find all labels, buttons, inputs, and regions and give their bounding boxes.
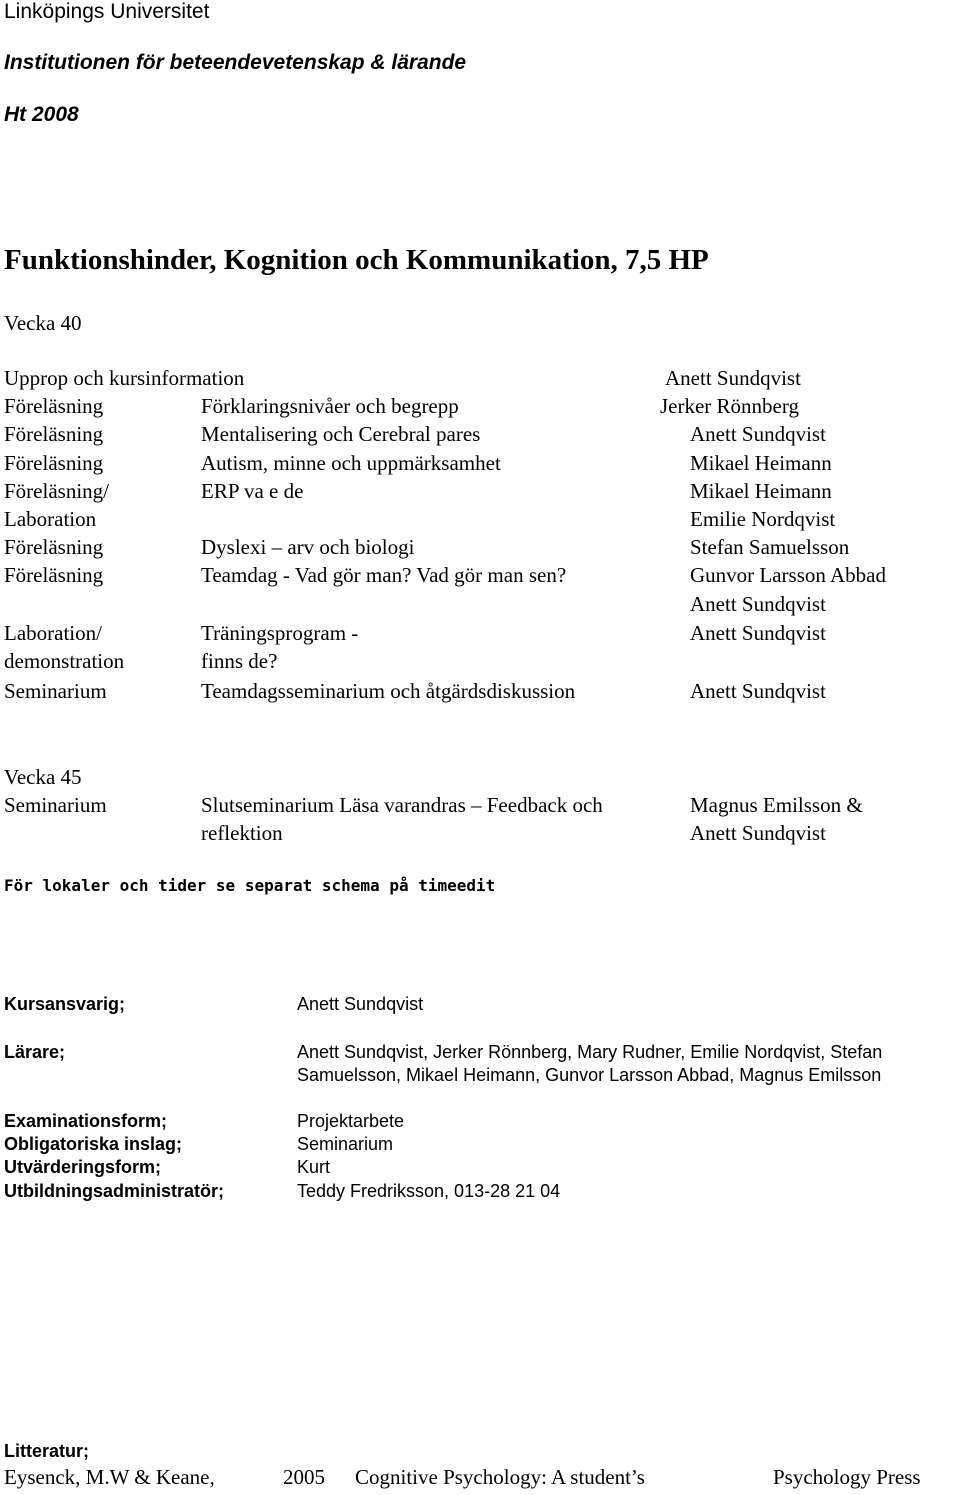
larare-line2: Samuelsson, Mikael Heimann, Gunvor Larsson Abbad, Magnus Emilsson: [297, 1065, 882, 1085]
week-45-type: Seminarium: [4, 793, 107, 817]
row-type: Föreläsning: [4, 394, 104, 418]
utv-value: Kurt: [297, 1157, 331, 1177]
row-type: demonstration: [4, 649, 125, 673]
row-teacher: Gunvor Larsson Abbad: [690, 563, 886, 587]
kursansvarig-label: Kursansvarig;: [4, 994, 126, 1014]
week-45-topic-line1: Slutseminarium Läsa varandras – Feedback och: [201, 793, 603, 817]
week-45-teacher-line2: Anett Sundqvist: [690, 821, 826, 845]
row-teacher: Mikael Heimann: [690, 479, 832, 503]
row-type: Föreläsning/: [4, 479, 109, 503]
row-teacher: Emilie Nordqvist: [690, 507, 836, 531]
row-type: Föreläsning: [4, 535, 104, 559]
literature-label: Litteratur;: [4, 1441, 89, 1461]
row-topic: Teamdagsseminarium och åtgärdsdiskussion: [201, 679, 576, 703]
row-teacher: Anett Sundqvist: [690, 621, 826, 645]
row-topic: ERP va e de: [201, 479, 304, 503]
kursansvarig-value: Anett Sundqvist: [297, 994, 424, 1014]
row-teacher: Anett Sundqvist: [665, 366, 801, 390]
exam-value: Projektarbete: [297, 1111, 405, 1131]
literature-publisher: Psychology Press: [773, 1465, 921, 1489]
row-type: Föreläsning: [4, 563, 104, 587]
literature-title: Cognitive Psychology: A student’s: [355, 1465, 645, 1489]
row-teacher: Anett Sundqvist: [690, 422, 826, 446]
admin-label: Utbildningsadministratör;: [4, 1181, 224, 1201]
row-teacher: Mikael Heimann: [690, 451, 832, 475]
week-40-label: Vecka 40: [4, 311, 82, 335]
week-45-teacher-line1: Magnus Emilsson &: [690, 793, 863, 817]
larare-label: Lärare;: [4, 1042, 66, 1062]
university-name: Linköpings Universitet: [4, 0, 210, 23]
row-type: Upprop och kursinformation: [4, 366, 245, 390]
row-type: Laboration: [4, 507, 97, 531]
oblig-label: Obligatoriska inslag;: [4, 1134, 183, 1154]
row-teacher: Anett Sundqvist: [690, 679, 826, 703]
row-topic: Teamdag - Vad gör man? Vad gör man sen?: [201, 563, 567, 587]
row-type: Föreläsning: [4, 422, 104, 446]
timeedit-note: För lokaler och tider se separat schema på timeedit: [4, 876, 496, 895]
larare-line1: Anett Sundqvist, Jerker Rönnberg, Mary Rudner, Emilie Nordqvist, Stefan: [297, 1042, 883, 1062]
institution-name: Institutionen för beteendevetenskap & lärande: [4, 51, 467, 74]
row-type: Föreläsning: [4, 451, 104, 475]
row-type: Seminarium: [4, 679, 107, 703]
term-label: Ht 2008: [4, 103, 79, 126]
exam-label: Examinationsform;: [4, 1111, 168, 1131]
row-topic: Dyslexi – arv och biologi: [201, 535, 415, 559]
row-teacher: Anett Sundqvist: [690, 592, 826, 616]
week-45-label: Vecka 45: [4, 765, 82, 789]
week-45-topic-line2: reflektion: [201, 821, 283, 845]
row-topic: Träningsprogram -: [201, 621, 359, 645]
oblig-value: Seminarium: [297, 1134, 394, 1154]
utv-label: Utvärderingsform;: [4, 1157, 162, 1177]
row-topic: Autism, minne och uppmärksamhet: [201, 451, 501, 475]
row-topic: Mentalisering och Cerebral pares: [201, 422, 481, 446]
literature-year: 2005: [283, 1465, 325, 1489]
row-topic: Förklaringsnivåer och begrepp: [201, 394, 459, 418]
course-title: Funktionshinder, Kognition och Kommunikation, 7,5 HP: [4, 244, 709, 276]
row-type: Laboration/: [4, 621, 102, 645]
row-topic: finns de?: [201, 649, 278, 673]
row-teacher: Stefan Samuelsson: [690, 535, 850, 559]
literature-authors: Eysenck, M.W & Keane,: [4, 1465, 215, 1489]
admin-value: Teddy Fredriksson, 013-28 21 04: [297, 1181, 561, 1201]
row-teacher: Jerker Rönnberg: [660, 394, 799, 418]
